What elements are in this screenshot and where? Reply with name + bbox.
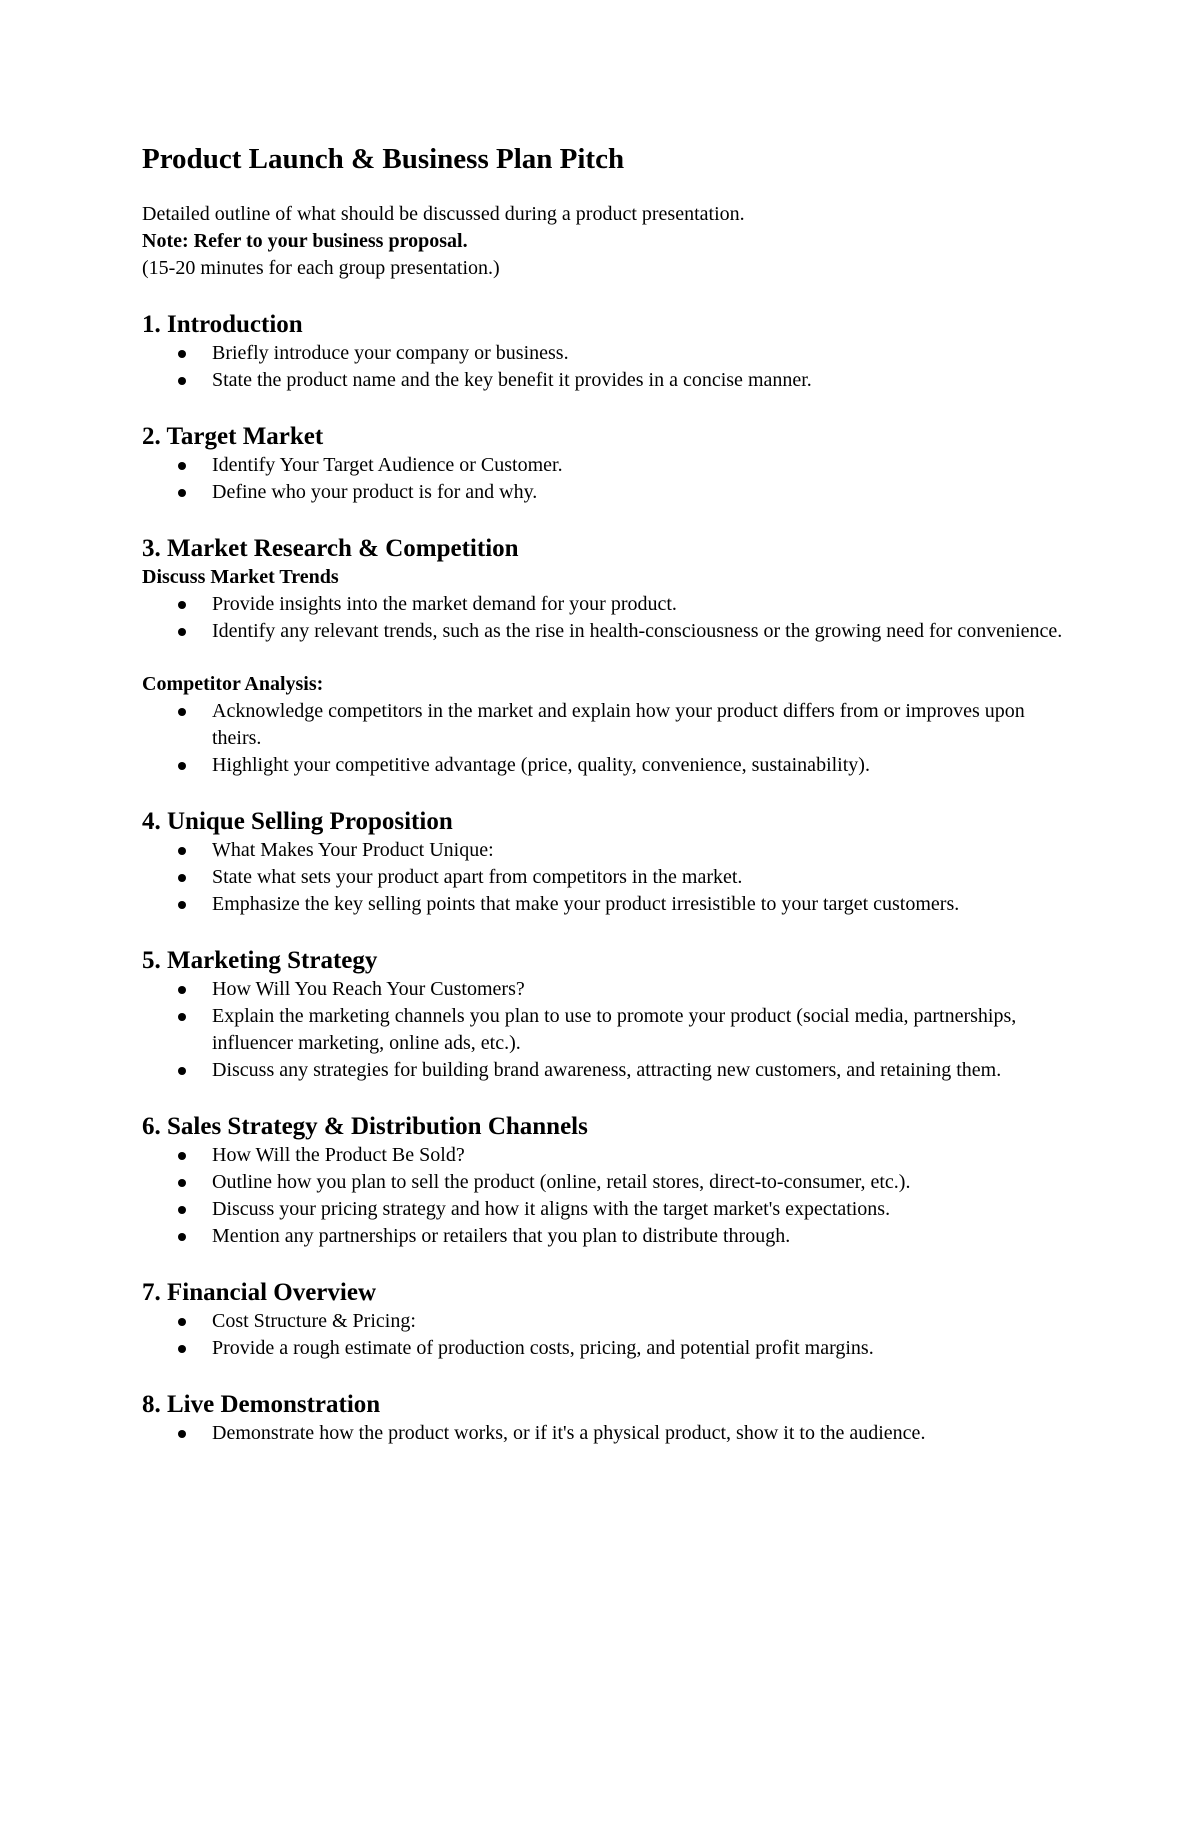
bullet-list xyxy=(142,976,1072,1084)
section-market-research xyxy=(142,533,1072,779)
bullet-list xyxy=(142,340,1072,394)
subheading-competitor-analysis: Competitor Analysis: xyxy=(142,672,324,695)
list-item: Discuss any strategies for building brand awareness, attracting new customers, and retaining them. xyxy=(212,1057,1072,1084)
section-financial-overview xyxy=(142,1277,1072,1362)
intro-note: Note: Refer to your business proposal. xyxy=(142,229,468,252)
section-heading: 2. Target Market xyxy=(142,422,324,450)
list-item: Briefly introduce your company or business. xyxy=(212,340,1072,367)
list-item: Demonstrate how the product works, or if it's a physical product, show it to the audience. xyxy=(212,1420,1072,1447)
subheading-market-trends: Discuss Market Trends xyxy=(142,565,339,588)
section-live-demonstration xyxy=(142,1389,1072,1447)
list-item: Mention any partnerships or retailers that you plan to distribute through. xyxy=(212,1223,1072,1250)
list-item: What Makes Your Product Unique: xyxy=(212,837,1072,864)
section-introduction xyxy=(142,309,1072,394)
intro-description: Detailed outline of what should be discussed during a product presentation. xyxy=(142,202,745,225)
list-item: Define who your product is for and why. xyxy=(212,479,1072,506)
bullet-list xyxy=(142,698,1072,779)
list-item: Identify Your Target Audience or Customer. xyxy=(212,452,1072,479)
list-item: State what sets your product apart from competitors in the market. xyxy=(212,864,1072,891)
list-item: Cost Structure & Pricing: xyxy=(212,1308,1072,1335)
list-item: Provide insights into the market demand for your product. xyxy=(212,591,1072,618)
list-item: Identify any relevant trends, such as the rise in health-consciousness or the growing need for convenience. xyxy=(212,618,1072,645)
list-item: Emphasize the key selling points that make your product irresistible to your target customers. xyxy=(212,891,1072,918)
section-heading: 7. Financial Overview xyxy=(142,1278,376,1306)
document-page xyxy=(142,142,1072,1447)
section-usp xyxy=(142,806,1072,918)
list-item: Discuss your pricing strategy and how it aligns with the target market's expectations. xyxy=(212,1196,1072,1223)
section-heading: 3. Market Research & Competition xyxy=(142,534,519,562)
section-heading: 4. Unique Selling Proposition xyxy=(142,807,453,835)
section-heading: 8. Live Demonstration xyxy=(142,1390,381,1418)
bullet-list xyxy=(142,452,1072,506)
list-item: Outline how you plan to sell the product (online, retail stores, direct-to-consumer, etc.). xyxy=(212,1169,1072,1196)
bullet-list xyxy=(142,591,1072,645)
list-item: Provide a rough estimate of production costs, pricing, and potential profit margins. xyxy=(212,1335,1072,1362)
section-target-market xyxy=(142,421,1072,506)
list-item: State the product name and the key benefit it provides in a concise manner. xyxy=(212,367,1072,394)
section-heading: 1. Introduction xyxy=(142,310,303,338)
bullet-list xyxy=(142,837,1072,918)
section-heading: 5. Marketing Strategy xyxy=(142,946,378,974)
bullet-list xyxy=(142,1142,1072,1250)
section-marketing-strategy xyxy=(142,945,1072,1084)
intro-duration: (15-20 minutes for each group presentation.) xyxy=(142,256,500,279)
list-item: Highlight your competitive advantage (price, quality, convenience, sustainability). xyxy=(212,752,1072,779)
list-item: How Will You Reach Your Customers? xyxy=(212,976,1072,1003)
list-item: Acknowledge competitors in the market and explain how your product differs from or improves upon theirs. xyxy=(212,698,1072,752)
intro-block xyxy=(142,201,1072,282)
section-heading: 6. Sales Strategy & Distribution Channels xyxy=(142,1112,588,1140)
list-item: Explain the marketing channels you plan to use to promote your product (social media, partnerships, influencer marketing, online ads, etc.). xyxy=(212,1003,1072,1057)
document-title: Product Launch & Business Plan Pitch xyxy=(142,143,625,175)
list-item: How Will the Product Be Sold? xyxy=(212,1142,1072,1169)
bullet-list xyxy=(142,1420,1072,1447)
bullet-list xyxy=(142,1308,1072,1362)
section-sales-strategy xyxy=(142,1111,1072,1250)
